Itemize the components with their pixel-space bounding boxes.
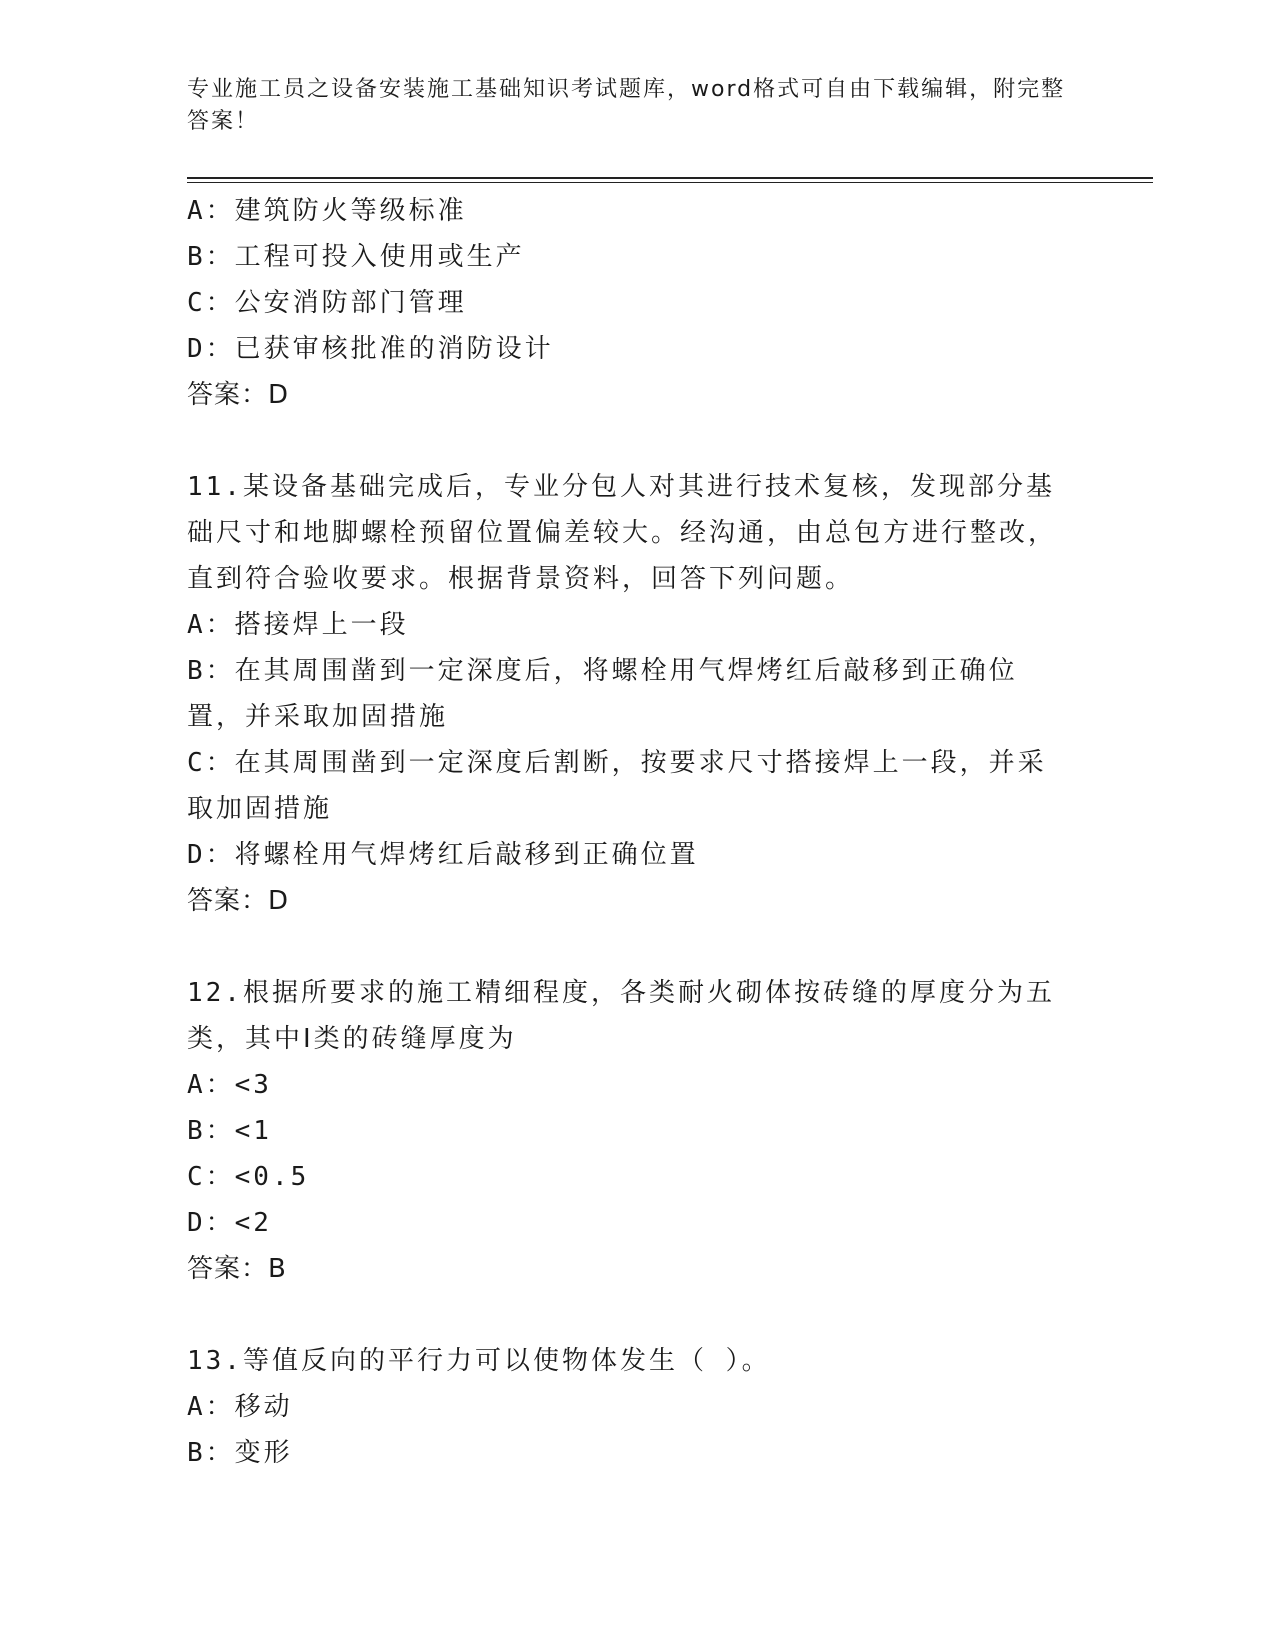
header-divider [187,177,1153,183]
option-c: C：<0.5 [187,1162,310,1192]
question-content [187,188,1067,1476]
answer-line: 答案：D [187,380,290,410]
answer-line: 答案：B [187,1254,287,1284]
document-header: 专业施工员之设备安装施工基础知识考试题库，word格式可自由下载编辑，附完整答案！ [187,77,1066,134]
option-b: B：<1 [187,1116,272,1146]
question-text: 11.某设备基础完成后，专业分包人对其进行技术复核，发现部分基础尺寸和地脚螺栓预留位置偏差较大。经沟通，由总包方进行整改，直到符合验收要求。根据背景资料，回答下列问题。 [187,472,1058,594]
option-a: A：搭接焊上一段 [187,610,409,640]
option-b: B：在其周围凿到一定深度后，将螺栓用气焊烤红后敲移到正确位置，并采取加固措施 [187,656,1018,732]
answer-line: 答案：D [187,886,290,916]
question-text: 12.根据所要求的施工精细程度，各类耐火砌体按砖缝的厚度分为五类，其中Ⅰ类的砖缝厚度为 [187,978,1055,1054]
option-a: A：移动 [187,1392,293,1422]
option-a: A：<3 [187,1070,272,1100]
question-11-block [187,464,1067,924]
option-a: A：建筑防火等级标准 [187,196,467,226]
option-d: D：<2 [187,1208,272,1238]
option-c: C：公安消防部门管理 [187,288,467,318]
question-13-block [187,1338,1067,1476]
question-12-block [187,970,1067,1292]
option-d: D：已获审核批准的消防设计 [187,334,554,364]
option-c: C：在其周围凿到一定深度后割断，按要求尺寸搭接焊上一段，并采取加固措施 [187,748,1047,824]
question-10-block [187,188,1067,418]
option-b: B：变形 [187,1438,293,1468]
question-text: 13.等值反向的平行力可以使物体发生（ ）。 [187,1346,771,1376]
option-b: B：工程可投入使用或生产 [187,242,525,272]
option-d: D：将螺栓用气焊烤红后敲移到正确位置 [187,840,699,870]
